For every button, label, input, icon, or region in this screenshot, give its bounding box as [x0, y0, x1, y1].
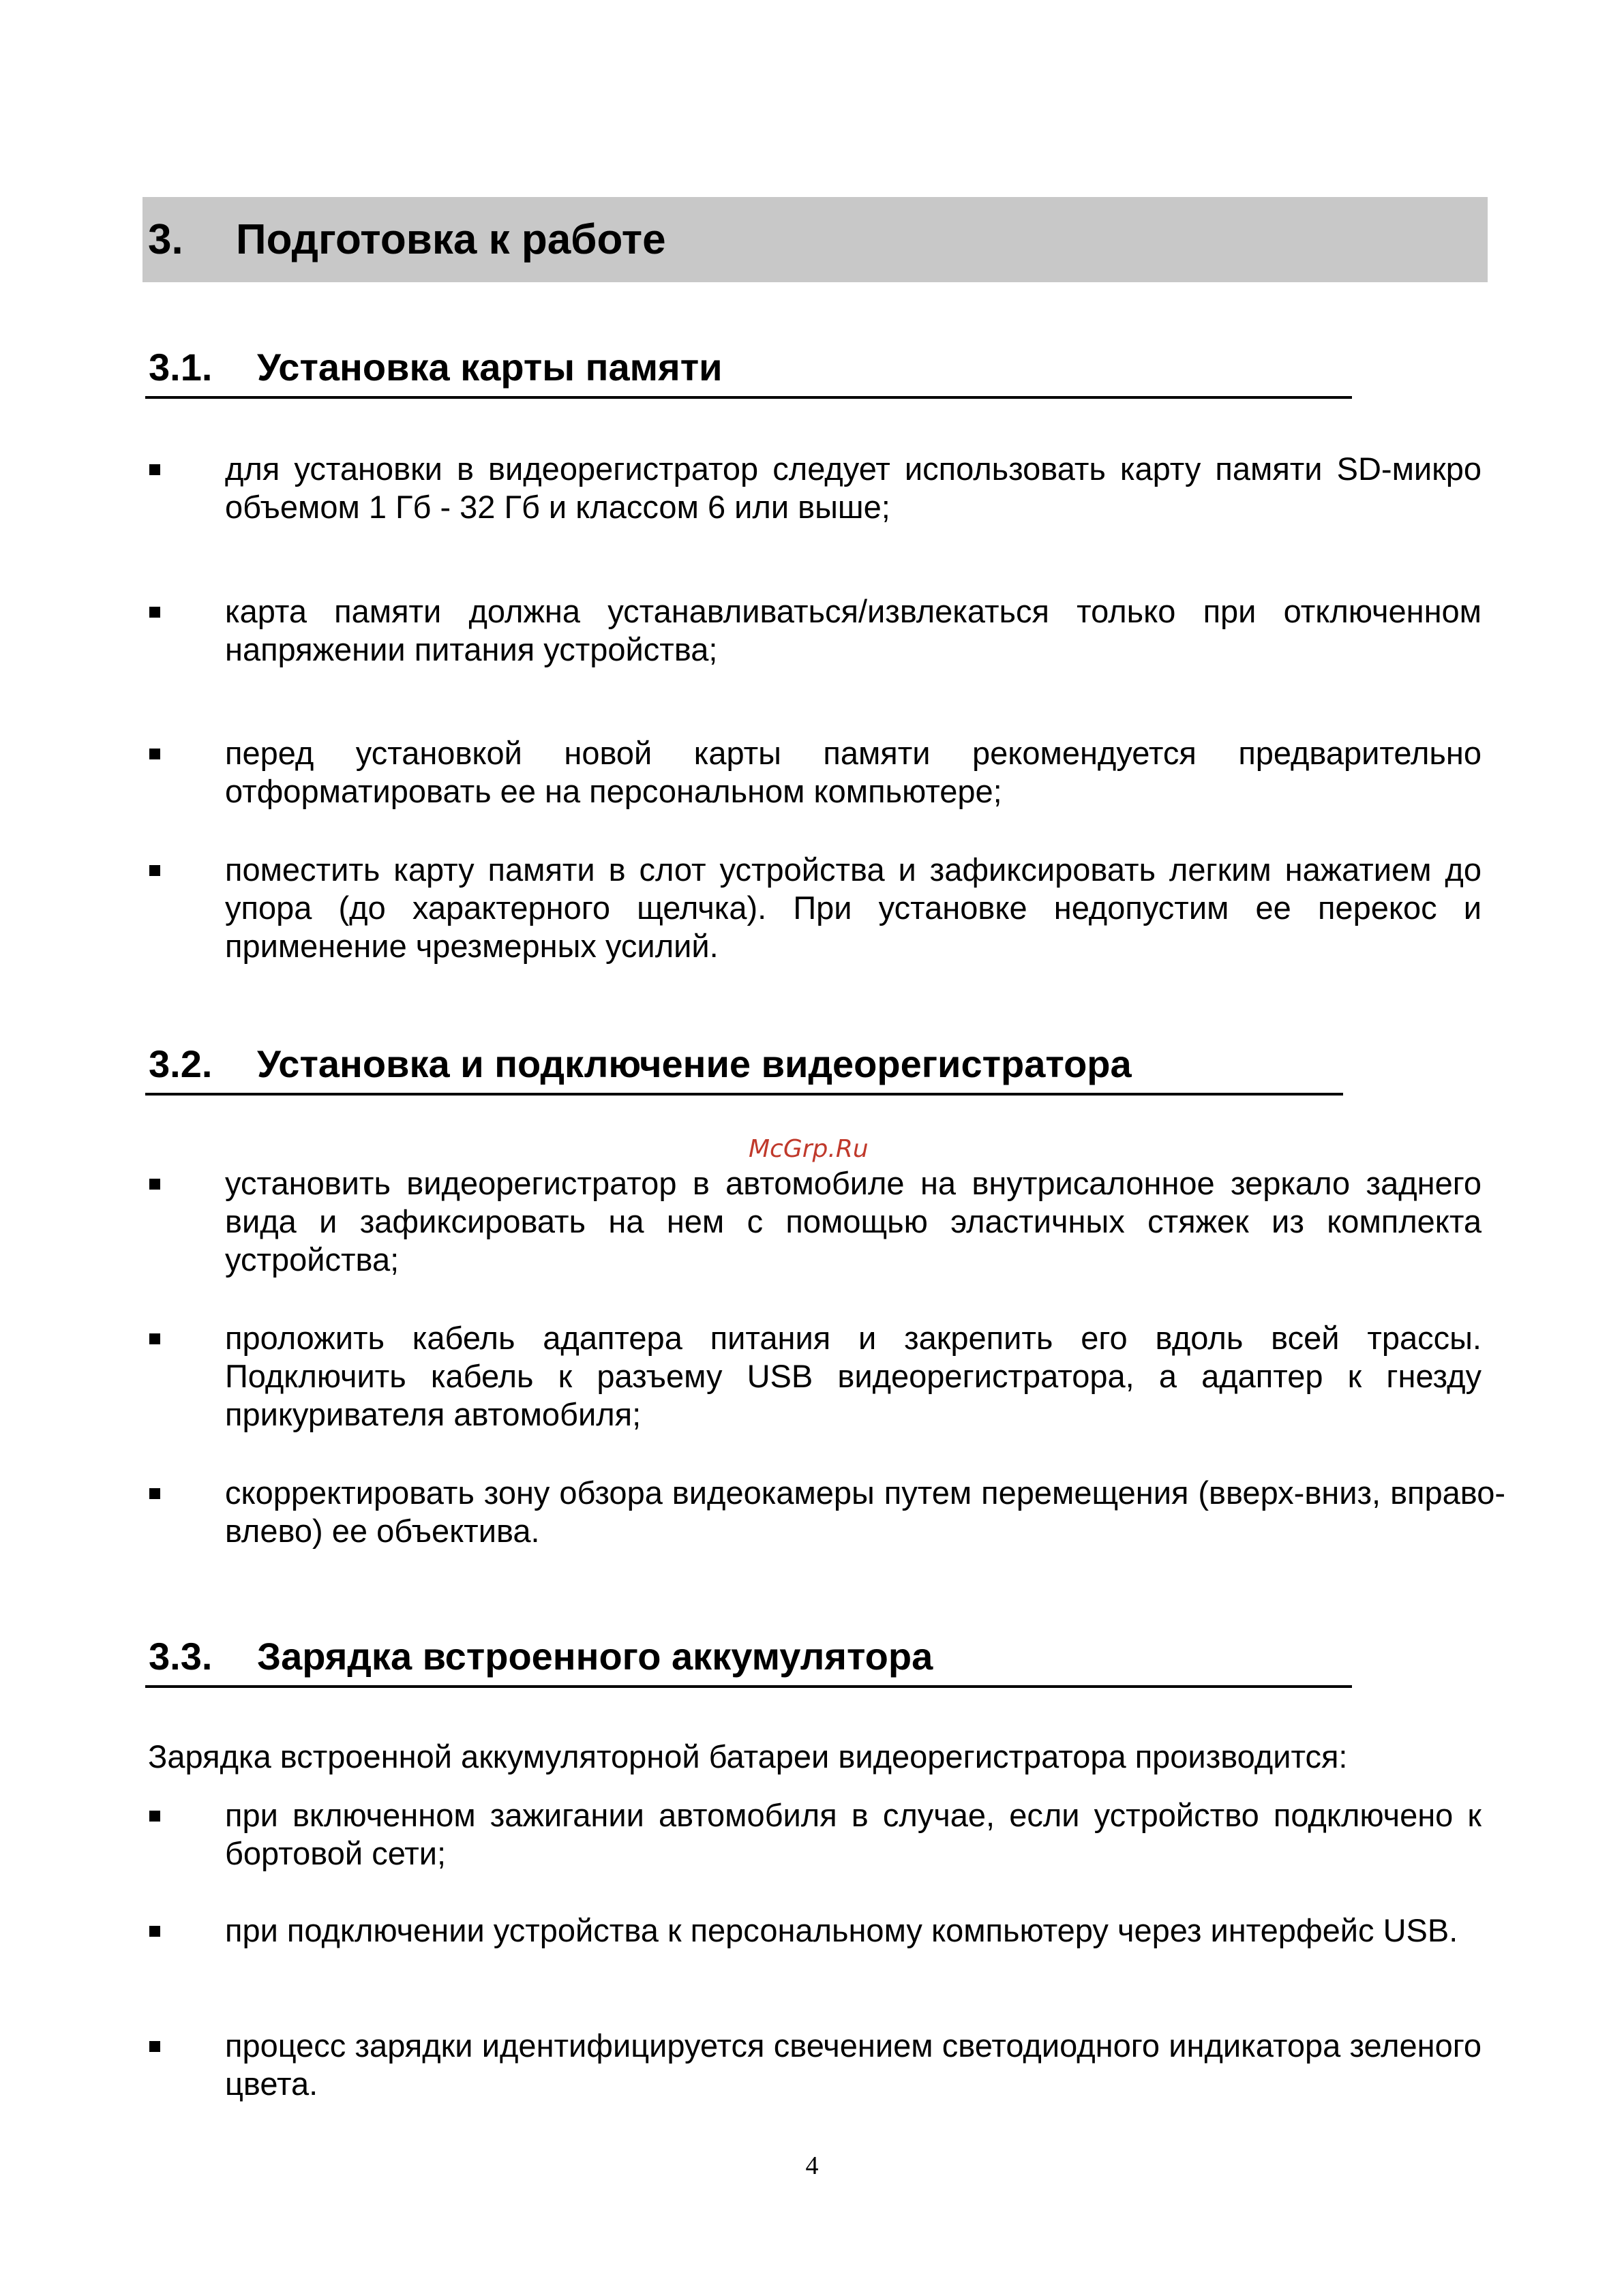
chapter-number: 3. — [148, 216, 183, 263]
list-item-text: при включенном зажигании автомобиля в случае, если устройство подключено к бортовой сети; — [225, 1797, 1482, 1871]
watermark: McGrp.Ru — [749, 1135, 869, 1163]
section-title: Установка карты памяти — [257, 346, 723, 389]
bullet-square-icon — [149, 749, 160, 759]
section-heading-3-2 — [145, 1040, 1343, 1096]
section-number: 3.2. — [149, 1042, 213, 1085]
list-item-text: карта памяти должна устанавливаться/извлекаться только при отключенном напряжении питания устройства; — [225, 593, 1482, 667]
bullet-square-icon — [149, 464, 160, 475]
chapter-title: Подготовка к работе — [236, 216, 666, 263]
section-heading-3-1 — [145, 343, 1352, 399]
section-intro: Зарядка встроенной аккумуляторной батареи видеорегистратора производится: — [148, 1738, 1348, 1774]
list-item-text: поместить карту памяти в слот устройства и зафиксировать легким нажатием до упора (до характерного щелчка). При установке недопустим ее перекос и применение чрезмерных усилий. — [225, 851, 1482, 964]
section-title: Зарядка встроенного аккумулятора — [257, 1635, 933, 1678]
bullet-square-icon — [149, 1179, 160, 1190]
section-title: Установка и подключение видеорегистратора — [257, 1042, 1132, 1085]
bullet-square-icon — [149, 2041, 160, 2052]
bullet-square-icon — [149, 1488, 160, 1499]
section-heading-3-3 — [145, 1632, 1352, 1688]
list-item-text: перед установкой новой карты памяти рекомендуется предварительно отформатировать ее на персональном компьютере; — [225, 735, 1482, 809]
list-item-text: проложить кабель адаптера питания и закрепить его вдоль всей трассы. Подключить кабель к разъему USB видеорегистратора, а адаптер к гнезду прикуривателя автомобиля; — [225, 1320, 1482, 1432]
bullet-square-icon — [149, 865, 160, 876]
bullet-square-icon — [149, 607, 160, 618]
bullet-square-icon — [149, 1926, 160, 1937]
list-item-text: установить видеорегистратор в автомобиле на внутрисалонное зеркало заднего вида и зафиксировать на нем с помощью эластичных стяжек из комплекта устройства; — [225, 1165, 1482, 1278]
bullet-square-icon — [149, 1811, 160, 1822]
chapter-heading — [142, 197, 1488, 282]
list-item-text: скорректировать зону обзора видеокамеры путем перемещения (вверх-вниз, вправо-влево) ее объектива. — [225, 1475, 1505, 1549]
list-item-text: процесс зарядки идентифицируется свечением светодиодного индикатора зеленого цвета. — [225, 2027, 1482, 2102]
section-number: 3.1. — [149, 346, 213, 389]
page-number: 4 — [805, 2151, 819, 2180]
bullet-square-icon — [149, 1333, 160, 1344]
section-number: 3.3. — [149, 1635, 213, 1678]
list-item-text: для установки в видеорегистратор следует использовать карту памяти SD-микро объемом 1 Гб - 32 Гб и классом 6 или выше; — [225, 451, 1482, 525]
list-item-text: при подключении устройства к персональному компьютеру через интерфейс USB. — [225, 1912, 1458, 1948]
